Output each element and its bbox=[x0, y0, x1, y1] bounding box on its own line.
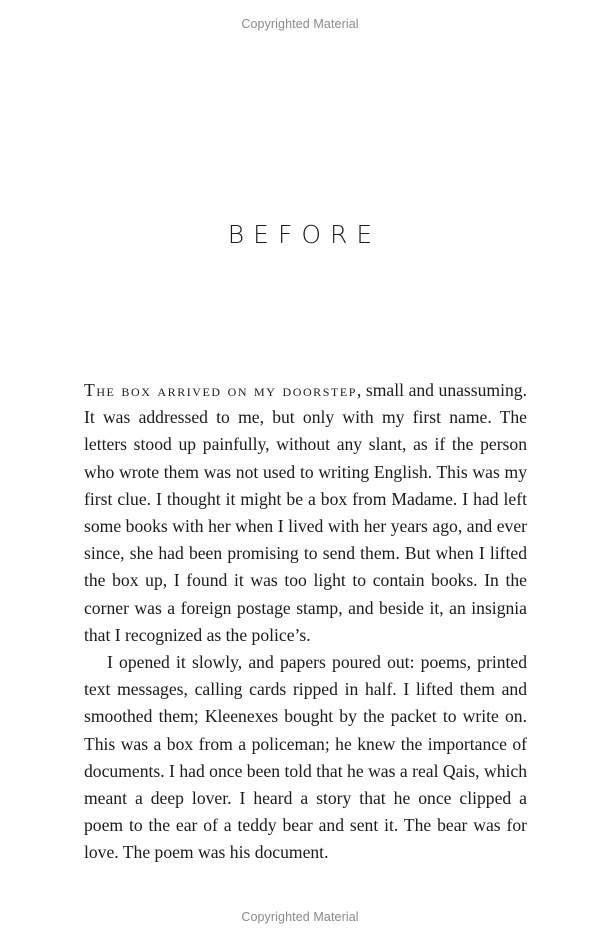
copyright-watermark-top: Copyrighted Material bbox=[241, 17, 359, 31]
opening-initial: T bbox=[84, 380, 97, 400]
paragraph-1 bbox=[84, 377, 527, 649]
opening-small-caps-text: he box arrived on my doorstep bbox=[96, 381, 357, 400]
chapter-title: BEFORE bbox=[227, 219, 382, 249]
body-text-block bbox=[84, 377, 527, 867]
paragraph-1-body: , small and unassuming. It was addressed to me, but only with my first name. The letters stood up painfully, without any slant, as if the person who wrote them was not used to writing English. This was my first clue. I thought it might be a box from Madame. I had left some books with her when I lived with her years ago, and ever since, she had been promising to send them. But when I lifted the box up, I found it was too light to contain books. In the corner was a foreign postage stamp, and beside it, an insignia that I recognized as the police’s. bbox=[84, 380, 527, 645]
opening-small-caps bbox=[84, 381, 357, 400]
paragraph-2: I opened it slowly, and papers poured out: poems, printed text messages, calling cards ripped in half. I lifted them and smoothed them; Kleenexes bought by the packet to write on. This was a box from a policeman; he knew the importance of documents. I had once been told that he was a real Qais, which meant a deep lover. I heard a story that he once clipped a poem to the ear of a teddy bear and sent it. The bear was for love. The poem was his document. bbox=[84, 652, 527, 863]
copyright-watermark-bottom: Copyrighted Material bbox=[241, 910, 359, 924]
